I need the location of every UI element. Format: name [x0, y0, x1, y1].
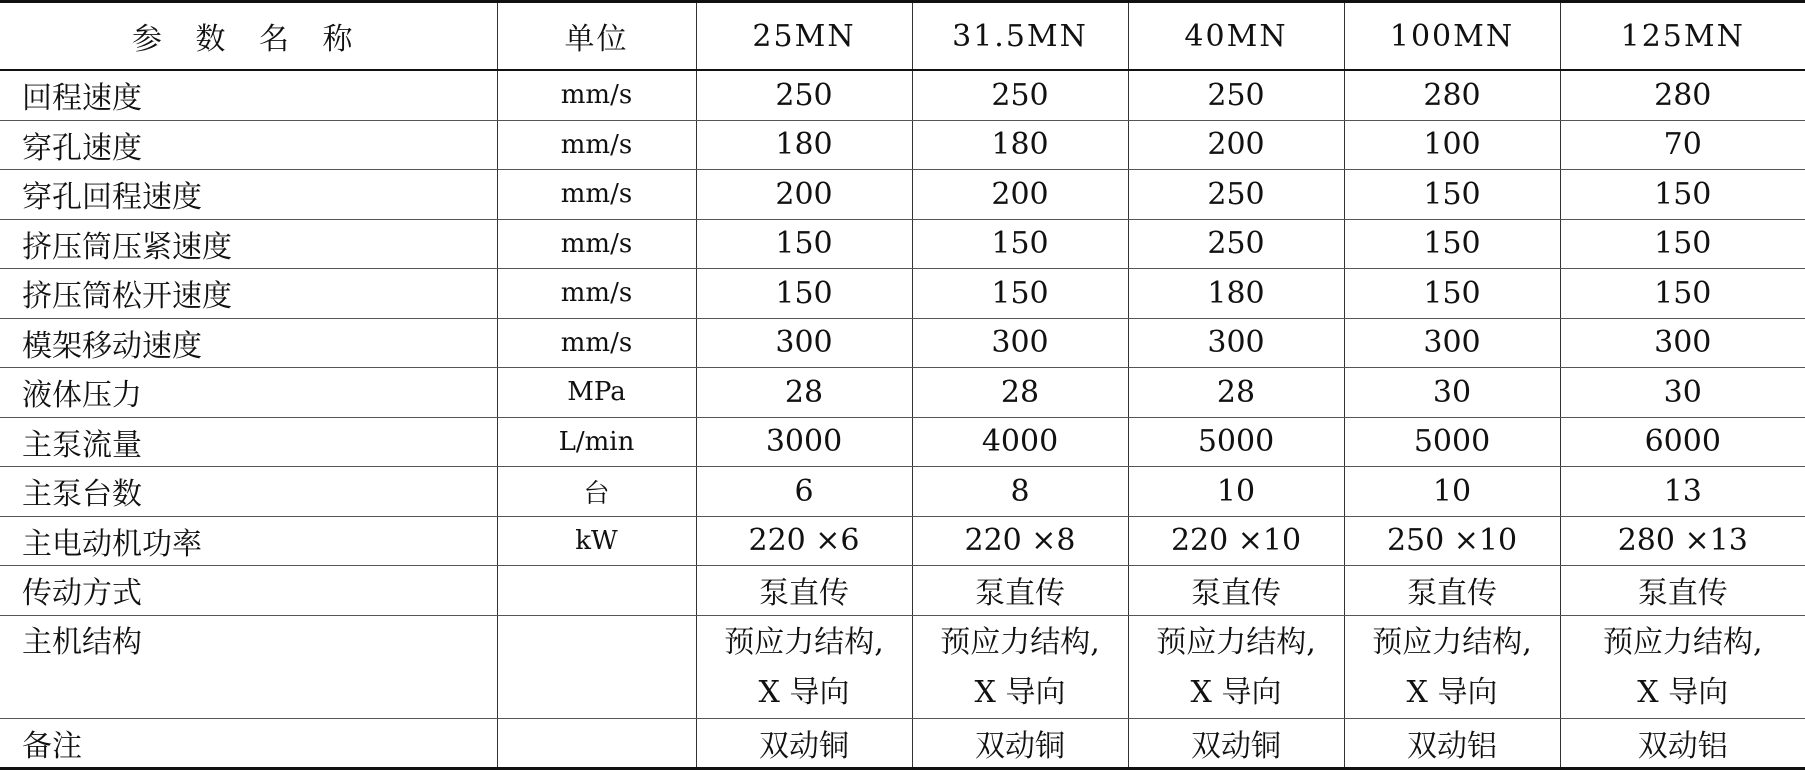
row-unit: kW	[497, 516, 696, 566]
row-name: 主泵流量	[0, 417, 497, 467]
cell-value: 10	[1344, 467, 1560, 517]
row-name: 穿孔回程速度	[0, 170, 497, 220]
cell-value: 220 ×10	[1128, 516, 1344, 566]
cell-line: X 导向	[1129, 668, 1344, 718]
cell-value: 300	[1344, 318, 1560, 368]
cell-value: 250 ×10	[1344, 516, 1560, 566]
cell-value: 28	[696, 368, 912, 418]
cell-value: 220 ×8	[912, 516, 1128, 566]
cell-value: 280 ×13	[1560, 516, 1805, 566]
cell-value: 150	[1344, 219, 1560, 269]
row-unit: mm/s	[497, 70, 696, 120]
row-name: 主泵台数	[0, 467, 497, 517]
cell-value: 泵直传	[912, 566, 1128, 616]
row-name: 备注	[0, 718, 497, 769]
cell-value: 220 ×6	[696, 516, 912, 566]
table-row	[0, 120, 1805, 170]
row-unit	[497, 718, 696, 769]
table-row	[0, 615, 1805, 718]
cell-value: 250	[1128, 70, 1344, 120]
cell-value: 13	[1560, 467, 1805, 517]
row-unit	[497, 566, 696, 616]
cell-value: 70	[1560, 120, 1805, 170]
cell-value: 150	[1344, 170, 1560, 220]
table-row	[0, 269, 1805, 319]
row-name: 挤压筒压紧速度	[0, 219, 497, 269]
cell-value: 泵直传	[696, 566, 912, 616]
cell-value: 150	[696, 219, 912, 269]
table-row	[0, 318, 1805, 368]
cell-value: 泵直传	[1560, 566, 1805, 616]
header-40mn: 40MN	[1128, 2, 1344, 71]
header-31-5mn: 31.5MN	[912, 2, 1128, 71]
row-name: 模架移动速度	[0, 318, 497, 368]
cell-value: 250	[912, 70, 1128, 120]
cell-value: 300	[912, 318, 1128, 368]
cell-value: 5000	[1128, 417, 1344, 467]
row-name: 主电动机功率	[0, 516, 497, 566]
cell-line: 预应力结构,	[913, 618, 1128, 668]
cell-value: 300	[1128, 318, 1344, 368]
row-unit	[497, 615, 696, 718]
cell-value: 双动铜	[1128, 718, 1344, 769]
cell-value: 泵直传	[1344, 566, 1560, 616]
cell-value: 150	[1560, 269, 1805, 319]
cell-value: 150	[1560, 219, 1805, 269]
cell-value: 150	[1344, 269, 1560, 319]
cell-value: 200	[912, 170, 1128, 220]
row-name: 主机结构	[0, 615, 497, 718]
cell-value: 200	[1128, 120, 1344, 170]
table-row	[0, 566, 1805, 616]
cell-value: 双动铝	[1560, 718, 1805, 769]
cell-value: 180	[1128, 269, 1344, 319]
table-row	[0, 467, 1805, 517]
header-125mn: 125MN	[1560, 2, 1805, 71]
cell-value: 280	[1344, 70, 1560, 120]
cell-value: 150	[912, 269, 1128, 319]
table-row	[0, 170, 1805, 220]
header-100mn: 100MN	[1344, 2, 1560, 71]
cell-value: 250	[1128, 219, 1344, 269]
header-unit: 单位	[497, 2, 696, 71]
cell-value: 150	[696, 269, 912, 319]
row-unit: 台	[497, 467, 696, 517]
cell-value	[696, 615, 912, 718]
cell-value: 3000	[696, 417, 912, 467]
table-row	[0, 219, 1805, 269]
cell-value: 10	[1128, 467, 1344, 517]
cell-value: 180	[696, 120, 912, 170]
cell-value: 5000	[1344, 417, 1560, 467]
cell-value: 28	[1128, 368, 1344, 418]
row-name: 回程速度	[0, 70, 497, 120]
cell-line: X 导向	[1345, 668, 1560, 718]
row-unit: mm/s	[497, 318, 696, 368]
cell-value: 280	[1560, 70, 1805, 120]
cell-value: 250	[1128, 170, 1344, 220]
row-unit: mm/s	[497, 120, 696, 170]
cell-value: 300	[1560, 318, 1805, 368]
cell-value: 180	[912, 120, 1128, 170]
cell-line: 预应力结构,	[1129, 618, 1344, 668]
cell-line: X 导向	[913, 668, 1128, 718]
cell-value: 250	[696, 70, 912, 120]
header-25mn: 25MN	[696, 2, 912, 71]
table-row	[0, 718, 1805, 769]
cell-line: 预应力结构,	[1345, 618, 1560, 668]
row-name: 穿孔速度	[0, 120, 497, 170]
cell-value: 150	[912, 219, 1128, 269]
cell-value: 双动铜	[912, 718, 1128, 769]
cell-value: 100	[1344, 120, 1560, 170]
row-unit: MPa	[497, 368, 696, 418]
cell-value: 200	[696, 170, 912, 220]
table-row	[0, 417, 1805, 467]
cell-value: 泵直传	[1128, 566, 1344, 616]
row-name: 液体压力	[0, 368, 497, 418]
cell-value	[1128, 615, 1344, 718]
cell-value: 双动铝	[1344, 718, 1560, 769]
row-unit: mm/s	[497, 269, 696, 319]
cell-line: 预应力结构,	[697, 618, 912, 668]
cell-value: 4000	[912, 417, 1128, 467]
cell-value: 双动铜	[696, 718, 912, 769]
cell-value: 30	[1560, 368, 1805, 418]
row-unit: L/min	[497, 417, 696, 467]
cell-line: X 导向	[697, 668, 912, 718]
table-header-row	[0, 2, 1805, 71]
table-row	[0, 368, 1805, 418]
cell-value: 6	[696, 467, 912, 517]
row-name: 传动方式	[0, 566, 497, 616]
cell-line: 预应力结构,	[1561, 618, 1805, 668]
table-row	[0, 70, 1805, 120]
cell-value: 28	[912, 368, 1128, 418]
cell-value: 30	[1344, 368, 1560, 418]
row-name: 挤压筒松开速度	[0, 269, 497, 319]
cell-value: 300	[696, 318, 912, 368]
cell-value: 6000	[1560, 417, 1805, 467]
row-unit: mm/s	[497, 219, 696, 269]
cell-value	[912, 615, 1128, 718]
cell-value	[1344, 615, 1560, 718]
header-parameter-name: 参 数 名 称	[0, 2, 497, 71]
cell-line: X 导向	[1561, 668, 1805, 718]
cell-value	[1560, 615, 1805, 718]
cell-value: 150	[1560, 170, 1805, 220]
row-unit: mm/s	[497, 170, 696, 220]
cell-value: 8	[912, 467, 1128, 517]
table-row	[0, 516, 1805, 566]
